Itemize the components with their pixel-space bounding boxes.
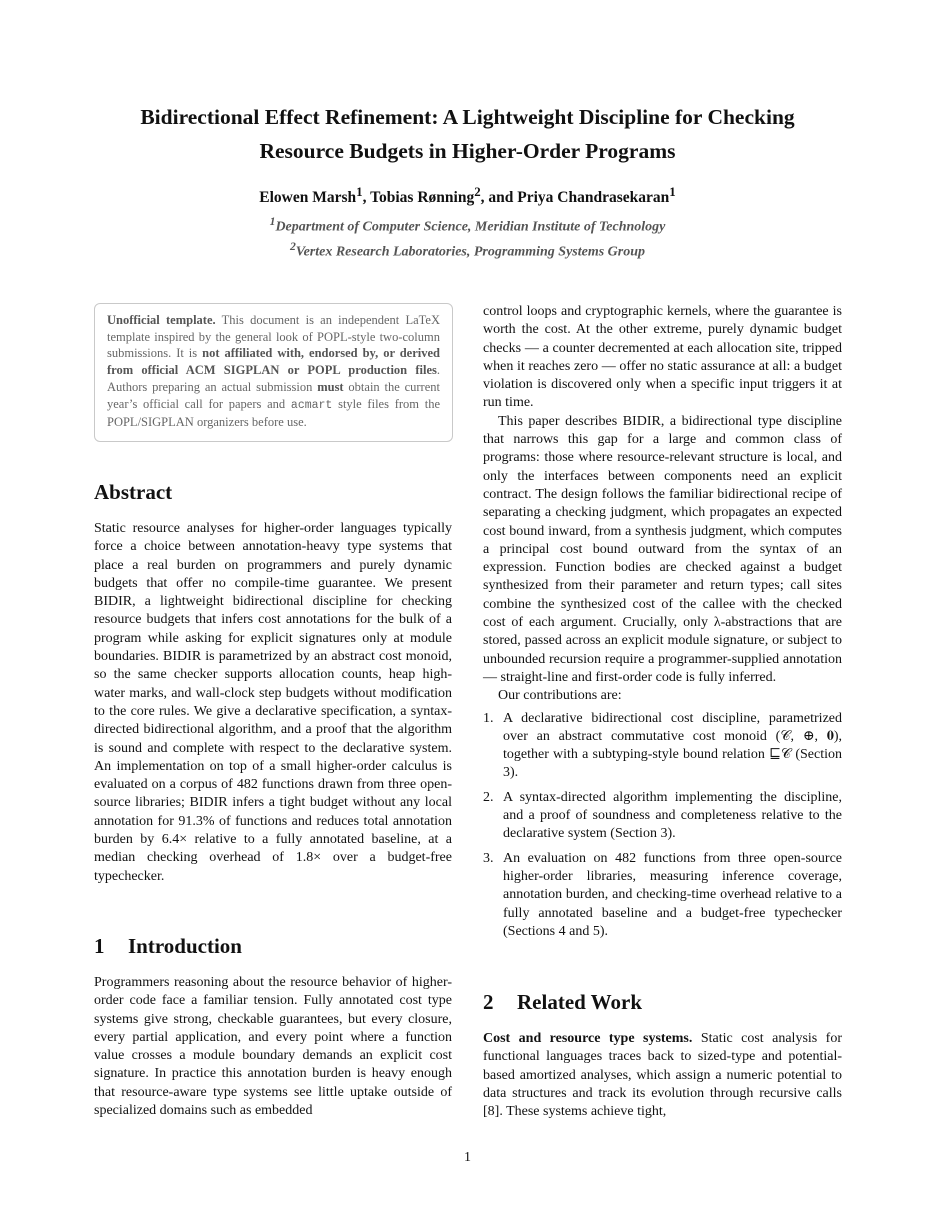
notice-text: This document is an independent LaTeX template inspired by the general look of POPL-style two-column submissions. It is: [107, 313, 441, 361]
contribution-list: [483, 710, 842, 942]
notice-emphasis: must: [317, 379, 344, 394]
affiliation-mark: 1: [356, 184, 363, 199]
intro-paragraph-1-part-a: Programmers reasoning about the resource behavior of higher-order code face a familiar tension. Fully annotated cost type systems give strong, checkable guarantees, but every closure, every partial application, and every point where a function value crosses a module boundary demands an explicit cost signature. In practice this annotation burden is heavy enough that resource-aware type systems see little uptake outside of specialized domains such as embedded: [94, 975, 452, 1119]
author-name: Tobias Rønning: [370, 189, 475, 207]
related-paragraph: [483, 1030, 842, 1121]
notice-text: . Authors preparing an actual submission: [107, 363, 440, 394]
list-number: 1.: [483, 710, 494, 726]
author-name: Priya Chandrasekaran: [517, 189, 670, 207]
section-heading-related-work: [483, 990, 642, 1015]
abstract-text: Static resource analyses for higher-order languages typically force a choice between annotation-heavy type systems that place a real burden on programmers and purely dynamic budgets that offer no compile-time guarantee. We present BIDIR, a lightweight bidirectional discipline for checking resource budgets that infers cost annotations for the bulk of a program while asking for explicit signatures only at module boundaries. BIDIR is parametrized by an abstract cost monoid, so the same checker supports allocation counts, heap high-water marks, and wall-clock step budgets without modification to the core rules. We give a declarative specification, a syntax-directed bidirectional algorithm, and a proof that the algorithm is sound and complete with respect to the declarative system. An implementation on top of a small higher-order calculus is evaluated on a corpus of 482 functions drawn from three open-source libraries; BIDIR infers a tight budget without any local annotation for 91.3% of functions and reduces total annotation burden by 6.4× relative to a fully annotated baseline, at a median checking overhead of 1.8× over a budget-free typechecker.: [94, 521, 452, 884]
list-item: [483, 710, 842, 783]
template-notice-box: [94, 303, 453, 442]
affiliations: [0, 212, 935, 262]
section-number: 2: [483, 990, 494, 1014]
list-text: A declarative bidirectional cost discipline, parametrized over an abstract commutative cost monoid (𝒞, ⊕, 𝟎), together with a subtyping-style bound relation ⊑𝒞 (Section 3).: [503, 710, 842, 781]
related-work-body: [483, 1030, 842, 1121]
affiliation-line: [0, 237, 935, 262]
section-heading-introduction: [94, 934, 242, 959]
list-item: [483, 789, 842, 844]
intro-body-right: [483, 303, 842, 947]
paper-title: Bidirectional Effect Refinement: A Lightweight Discipline for Checking Resource Budgets in Higher-Order Programs: [140, 105, 795, 163]
notice-lead: Unofficial template.: [107, 313, 216, 327]
notice-emphasis: not affiliated with, endorsed by, or derived from official ACM SIGPLAN or POPL production files: [107, 346, 441, 378]
author-list: [0, 184, 935, 207]
list-text: A syntax-directed algorithm implementing the discipline, and a proof of soundness and completeness relative to the declarative system (Section 3).: [503, 789, 842, 842]
affiliation-mark: 1: [669, 184, 676, 199]
author-separator: ,: [362, 189, 371, 207]
affiliation-text: Department of Computer Science, Meridian Institute of Technology: [275, 219, 666, 235]
affiliation-mark: 2: [289, 240, 296, 254]
section-number: 1: [94, 934, 105, 958]
intro-paragraph-1-part-b: control loops and cryptographic kernels, where the guarantee is worth the cost. At the other extreme, purely dynamic budget checks — a counter decremented at each allocation site, tripped when it reaches zero — offer no static assurance at all: a budget violation is discovered only when a specific input triggers it at run time.: [483, 304, 842, 411]
page-number: 1: [464, 1150, 471, 1165]
affiliation-mark: 1: [269, 215, 276, 228]
intro-paragraph-3: Our contributions are:: [498, 688, 622, 704]
abstract-heading: Abstract: [94, 480, 173, 504]
intro-body-left: [94, 974, 452, 1120]
list-number: 2.: [483, 789, 494, 805]
affiliation-text: Vertex Research Laboratories, Programming Systems Group: [295, 244, 646, 260]
section-title: Introduction: [128, 934, 242, 958]
author-name: Elowen Marsh: [259, 189, 357, 207]
notice-text: style files from the POPL/SIGPLAN organizers before use.: [107, 396, 441, 430]
notice-code: acmart: [290, 398, 333, 412]
notice-text: obtain the current year’s official call for papers and: [107, 379, 440, 411]
list-item: [483, 850, 842, 941]
section-title: Related Work: [517, 990, 643, 1014]
paragraph-text: Static cost analysis for functional languages traces back to sized-type and potential-based amortized analyses, which assign a numeric potential to data structures and track its evolution through recursive calls [8]. These systems achieve tight,: [483, 1031, 842, 1120]
affiliation-mark: 2: [474, 184, 481, 199]
affiliation-line: [0, 212, 935, 237]
list-number: 3.: [483, 850, 494, 866]
list-text: An evaluation on 482 functions from three open-source higher-order libraries, measuring inference coverage, annotation burden, and checking-time overhead relative to a fully annotated baseline and a budget-free typechecker (Sections 4 and 5).: [503, 850, 842, 939]
abstract-body: [94, 520, 452, 886]
paragraph-lead: Cost and resource type systems.: [483, 1031, 693, 1046]
intro-paragraph-2: This paper describes BIDIR, a bidirectional type discipline that narrows this gap for a large and common class of programs: those where resource-relevant structure is local, and only the interfaces between components need an explicit contract. The design follows the familiar bidirectional recipe of separating a checking judgment, which propagates an expected cost bound inward, from a synthesis judgment, which computes a principal cost bound outward from the syntax of an expression. Function bodies are checked against a budget synthesized from their parameter and return types; call sites combine the synthesized cost of the callee with the checked cost of each argument. Crucially, only λ-abstractions that are stored, passed across an explicit module signature, or subject to unbounded recursion require a programmer-supplied annotation — straight-line and first-order code is fully inferred.: [483, 413, 842, 685]
author-separator: , and: [480, 189, 518, 207]
